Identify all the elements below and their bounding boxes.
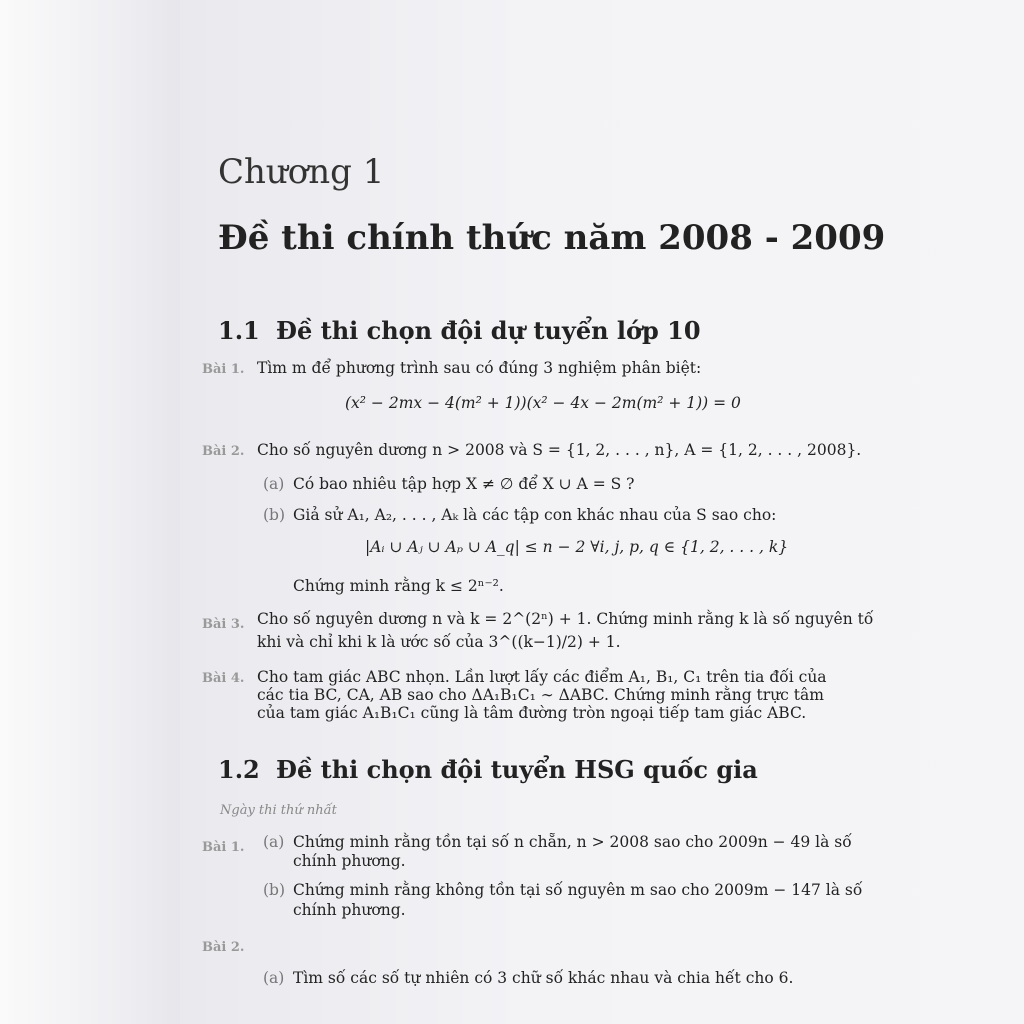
subpart-text-line: Chứng minh rằng không tồn tại số nguyên m sao cho 2009m − 147 là số <box>293 881 863 899</box>
problem-text-line: Cho số nguyên dương n và k = 2^(2ⁿ) + 1. Chứng minh rằng k là số nguyên tố <box>257 610 874 628</box>
section-heading-1-2 <box>218 755 758 784</box>
section-heading-1-1 <box>218 316 701 345</box>
section-title: Đề thi chọn đội dự tuyển lớp 10 <box>276 316 701 345</box>
problem-equation: (x² − 2mx − 4(m² + 1))(x² − 4x − 2m(m² + 1)) = 0 <box>345 394 741 412</box>
subpart-equation: |Aᵢ ∪ Aⱼ ∪ Aₚ ∪ A_q| ≤ n − 2 ∀i, j, p, q ∈ {1, 2, . . . , k} <box>365 538 789 556</box>
problem-text: Cho số nguyên dương n > 2008 và S = {1, 2, . . . , n}, A = {1, 2, . . . , 2008}. <box>257 441 862 459</box>
problem-text: Tìm m để phương trình sau có đúng 3 nghiệm phân biệt: <box>257 359 702 377</box>
subpart-label: (a) <box>263 833 285 851</box>
section-number: 1.1 <box>218 316 260 345</box>
subpart-text-line: chính phương. <box>293 852 406 870</box>
subpart-text: Tìm số các số tự nhiên có 3 chữ số khác nhau và chia hết cho 6. <box>293 969 794 987</box>
problem-text-line: các tia BC, CA, AB sao cho ΔA₁B₁C₁ ∼ ΔABC. Chứng minh rằng trực tâm <box>257 686 824 704</box>
problem-label: Bài 3. <box>202 617 245 632</box>
subpart-label: (b) <box>263 881 286 899</box>
subpart-label: (a) <box>263 969 285 987</box>
exam-day-label: Ngày thi thứ nhất <box>220 803 337 818</box>
section-title: Đề thi chọn đội tuyển HSG quốc gia <box>276 755 758 784</box>
subpart-text: Giả sử A₁, A₂, . . . , Aₖ là các tập con khác nhau của S sao cho: <box>293 506 777 524</box>
problem-text-line: khi và chỉ khi k là ước số của 3^((k−1)/2) + 1. <box>257 633 621 651</box>
section-number: 1.2 <box>218 755 260 784</box>
problem-label: Bài 4. <box>202 671 245 686</box>
problem-label: Bài 1. <box>202 362 245 377</box>
problem-text-line: Cho tam giác ABC nhọn. Lần lượt lấy các điểm A₁, B₁, C₁ trên tia đối của <box>257 668 827 686</box>
page-gutter <box>0 0 180 1024</box>
problem-label: Bài 1. <box>202 840 245 855</box>
chapter-label: Chương 1 <box>218 152 385 192</box>
problem-text-line: của tam giác A₁B₁C₁ cũng là tâm đường tròn ngoại tiếp tam giác ABC. <box>257 704 807 722</box>
subpart-text-line: chính phương. <box>293 901 406 919</box>
subpart-text: Có bao nhiêu tập hợp X ≠ ∅ để X ∪ A = S ? <box>293 475 635 493</box>
subpart-label: (a) <box>263 475 285 493</box>
chapter-title: Đề thi chính thức năm 2008 - 2009 <box>218 218 886 258</box>
subpart-conclusion: Chứng minh rằng k ≤ 2ⁿ⁻². <box>293 577 504 595</box>
problem-label: Bài 2. <box>202 444 245 459</box>
subpart-text-line: Chứng minh rằng tồn tại số n chẵn, n > 2008 sao cho 2009n − 49 là số <box>293 833 852 851</box>
problem-label: Bài 2. <box>202 940 245 955</box>
subpart-label: (b) <box>263 506 286 524</box>
